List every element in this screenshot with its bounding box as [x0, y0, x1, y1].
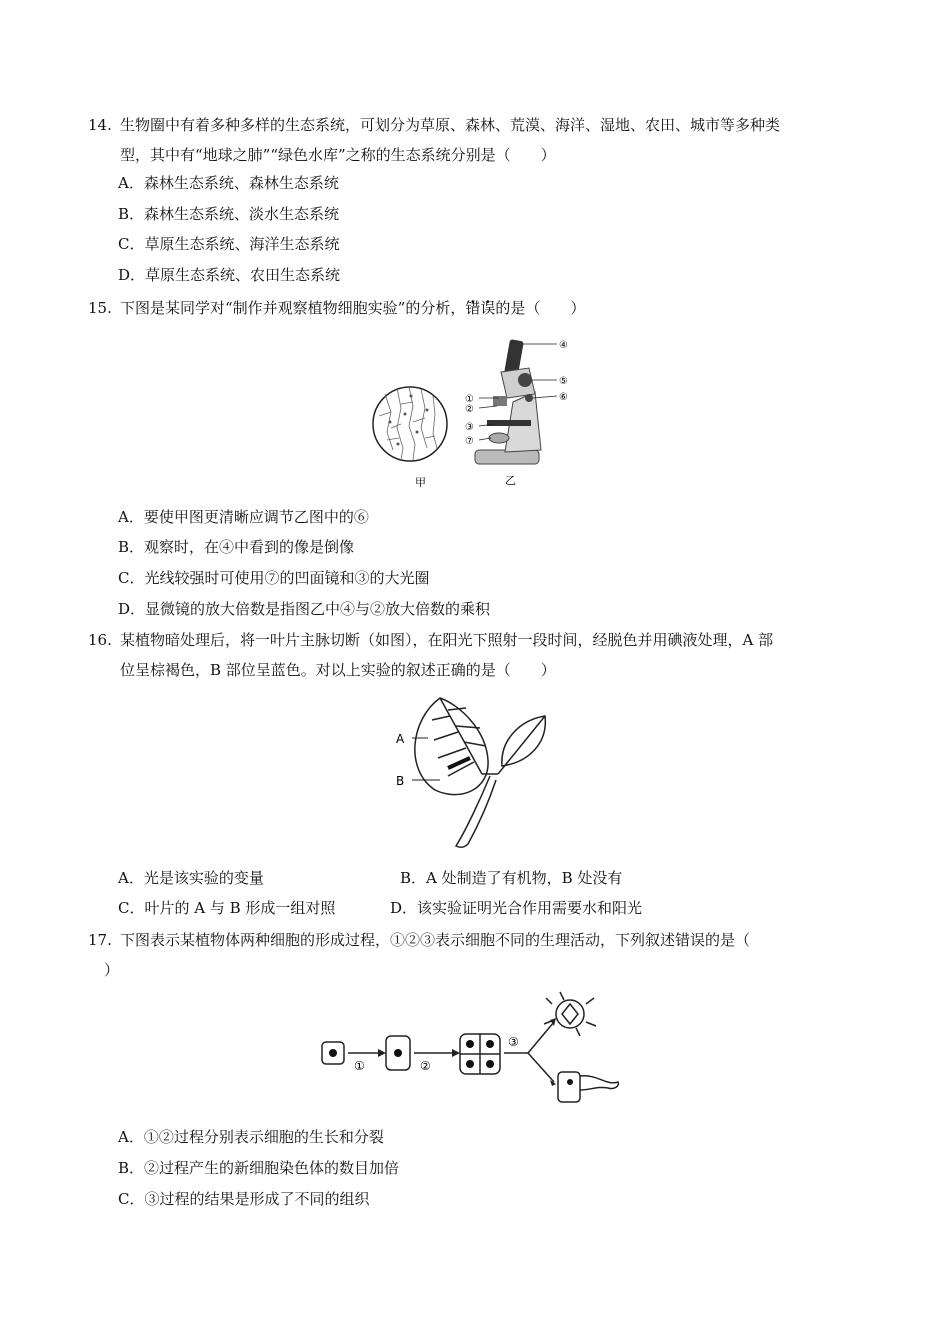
microscope-figure: [365, 332, 585, 492]
option-a: A．①②过程分别表示细胞的生长和分裂: [118, 1128, 384, 1146]
question-stem: 生物圈中有着多种多样的生态系统，可划分为草原、森林、荒漠、海洋、湿地、农田、城市等多种类: [120, 116, 781, 134]
label-4: ④: [559, 340, 568, 351]
label-a: A: [396, 732, 405, 746]
label-3: ③: [465, 422, 474, 433]
label-1: ①: [465, 394, 474, 405]
question-number: 16.: [88, 631, 112, 649]
label-7: ⑦: [465, 436, 474, 447]
question-stem: 某植物暗处理后，将一叶片主脉切断（如图），在阳光下照射一段时间，经脱色并用碘液处理，A 部: [120, 631, 774, 649]
cell-division-figure: [318, 990, 628, 1110]
question-number: 14.: [88, 116, 112, 134]
question-stem: [120, 299, 585, 317]
leaf-figure: [390, 690, 560, 850]
option-b: B．A 处制造了有机物，B 处没有: [400, 869, 623, 887]
option-a: A．森林生态系统、森林生态系统: [118, 174, 339, 192]
step-2-label: ②: [420, 1059, 431, 1073]
option-d: D．该实验证明光合作用需要水和阳光: [390, 899, 643, 917]
option-c: C．光线较强时可使用⑦的凹面镜和③的大光圈: [118, 569, 430, 587]
question-17: [88, 925, 868, 985]
question-stem-continued: 型，其中有“地球之肺”“绿色水库”之称的生态系统分别是（ ）: [120, 146, 556, 164]
option-c: C．叶片的 A 与 B 形成一组对照: [118, 899, 336, 917]
option-c: C．草原生态系统、海洋生态系统: [118, 235, 340, 253]
question-stem: 下图表示某植物体两种细胞的形成过程，①②③表示细胞不同的生理活动，下列叙述错误的是（: [120, 931, 751, 949]
question-14: [88, 110, 868, 170]
leaf-diagram: [415, 698, 545, 847]
stem-text: 的是（ ）: [495, 299, 586, 317]
label-2: ②: [465, 404, 474, 415]
question-number: 17.: [88, 931, 112, 949]
label-b: B: [396, 774, 405, 788]
option-c: C．③过程的结果是形成了不同的组织: [118, 1190, 370, 1208]
question-16: [88, 625, 868, 685]
option-b: B．观察时，在④中看到的像是倒像: [118, 538, 355, 556]
stem-text: 下图是某同学对“制作并观察植物细胞实验”的分析，: [120, 299, 466, 317]
onion-cell-view: [373, 387, 447, 461]
question-15: [88, 293, 868, 323]
option-a: A．要使甲图更清晰应调节乙图中的⑥: [118, 508, 369, 526]
question-stem-continued: 位呈棕褐色，B 部位呈蓝色。对以上实验的叙述正确的是（ ）: [120, 661, 556, 679]
emphasis-char: 错: [465, 299, 481, 317]
option-b: B．②过程产生的新细胞染色体的数目加倍: [118, 1159, 400, 1177]
question-number: 15.: [88, 299, 112, 317]
label-yi: 乙: [505, 474, 516, 487]
step-3-label: ③: [508, 1035, 519, 1049]
question-stem-continued: ）: [104, 961, 120, 979]
option-a: A．光是该实验的变量: [118, 869, 264, 887]
option-d: D．草原生态系统、农田生态系统: [118, 266, 341, 284]
option-d: D．显微镜的放大倍数是指图乙中④与②放大倍数的乘积: [118, 600, 491, 618]
label-6: ⑥: [559, 392, 568, 403]
step-1-label: ①: [354, 1059, 365, 1073]
label-5: ⑤: [559, 376, 568, 387]
microscope-diagram: [465, 339, 568, 464]
label-jia: 甲: [415, 476, 426, 489]
emphasis-char: 误: [480, 299, 496, 317]
option-b: B．森林生态系统、淡水生态系统: [118, 205, 340, 223]
